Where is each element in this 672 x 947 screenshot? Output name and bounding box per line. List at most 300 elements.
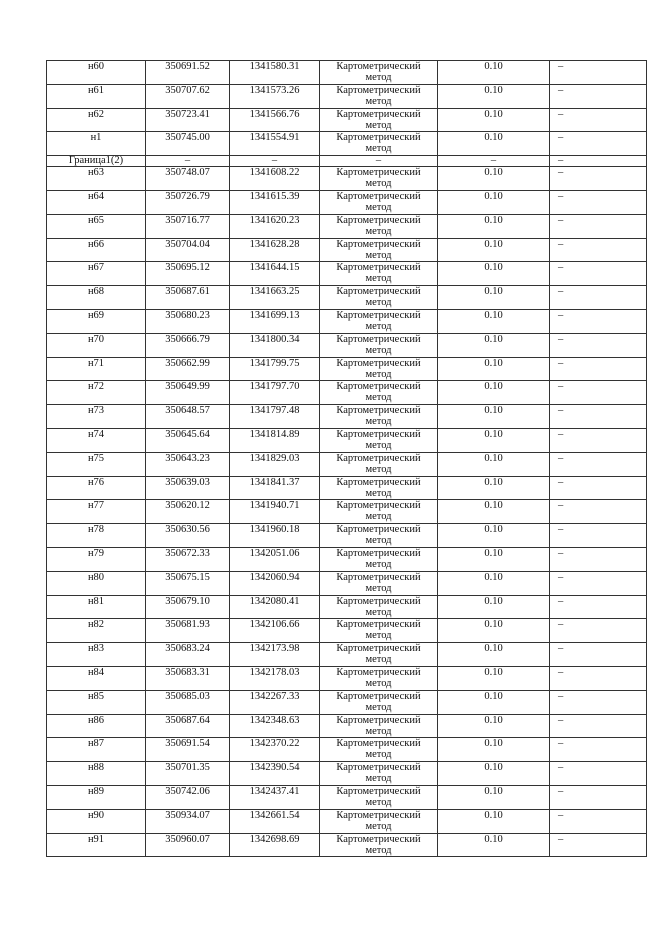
note-cell: –: [550, 309, 647, 333]
y-coordinate-cell: 1341566.76: [230, 108, 320, 132]
accuracy-cell: 0.10: [438, 547, 550, 571]
y-coordinate-cell: 1341841.37: [230, 476, 320, 500]
table-row: [47, 785, 647, 809]
note-cell: –: [550, 428, 647, 452]
method-cell: [320, 156, 438, 167]
note-cell: –: [550, 714, 647, 738]
y-coordinate-cell: 1341800.34: [230, 333, 320, 357]
method-cell: [320, 762, 438, 786]
accuracy-cell: 0.10: [438, 452, 550, 476]
method-line: метод: [365, 297, 392, 309]
x-coordinate-cell: 350680.23: [146, 309, 230, 333]
accuracy-cell: 0.10: [438, 809, 550, 833]
x-coordinate-cell: 350687.61: [146, 286, 230, 310]
y-coordinate-cell: 1341615.39: [230, 190, 320, 214]
x-coordinate-cell: 350675.15: [146, 571, 230, 595]
method-line: метод: [365, 844, 392, 856]
method-line: Картометрический: [336, 762, 421, 774]
y-coordinate-cell: 1342051.06: [230, 547, 320, 571]
note-cell: –: [550, 262, 647, 286]
accuracy-cell: 0.10: [438, 666, 550, 690]
note-cell: –: [550, 333, 647, 357]
y-coordinate-cell: 1341960.18: [230, 524, 320, 548]
note-cell: –: [550, 286, 647, 310]
x-coordinate-cell: 350934.07: [146, 809, 230, 833]
accuracy-cell: 0.10: [438, 643, 550, 667]
table-row: [47, 690, 647, 714]
y-coordinate-cell: 1342080.41: [230, 595, 320, 619]
table-row: [47, 108, 647, 132]
x-coordinate-cell: 350649.99: [146, 381, 230, 405]
table-row: [47, 762, 647, 786]
point-name-cell: н78: [47, 524, 146, 548]
x-coordinate-cell: 350681.93: [146, 619, 230, 643]
table-row: [47, 214, 647, 238]
accuracy-cell: 0.10: [438, 214, 550, 238]
note-cell: –: [550, 595, 647, 619]
y-coordinate-cell: 1342390.54: [230, 762, 320, 786]
x-coordinate-cell: 350683.31: [146, 666, 230, 690]
x-coordinate-cell: 350691.54: [146, 738, 230, 762]
method-cell: [320, 833, 438, 857]
table-row: [47, 619, 647, 643]
method-line: метод: [365, 796, 392, 808]
coordinates-table-body: [47, 61, 647, 857]
method-line: метод: [365, 701, 392, 713]
document-page: [46, 60, 646, 857]
method-line: метод: [365, 463, 392, 475]
method-line: Картометрический: [336, 643, 421, 655]
table-row: [47, 595, 647, 619]
note-cell: –: [550, 500, 647, 524]
method-line: метод: [365, 368, 392, 380]
method-line: метод: [365, 511, 392, 523]
method-line: метод: [365, 119, 392, 131]
x-coordinate-cell: 350662.99: [146, 357, 230, 381]
accuracy-cell: 0.10: [438, 167, 550, 191]
point-name-cell: н91: [47, 833, 146, 857]
method-cell: [320, 108, 438, 132]
y-coordinate-cell: 1341554.91: [230, 132, 320, 156]
point-name-cell: Граница1(2): [47, 156, 146, 167]
x-coordinate-cell: 350742.06: [146, 785, 230, 809]
note-cell: –: [550, 476, 647, 500]
method-line: Картометрический: [336, 428, 421, 440]
method-line: Картометрический: [336, 524, 421, 536]
method-line: Картометрический: [336, 357, 421, 369]
table-row: [47, 547, 647, 571]
table-row: [47, 476, 647, 500]
method-line: метод: [365, 582, 392, 594]
y-coordinate-cell: 1341797.48: [230, 405, 320, 429]
point-name-cell: н72: [47, 381, 146, 405]
accuracy-cell: 0.10: [438, 428, 550, 452]
method-cell: [320, 452, 438, 476]
method-line: Картометрический: [336, 833, 421, 845]
y-coordinate-cell: 1341644.15: [230, 262, 320, 286]
accuracy-cell: 0.10: [438, 108, 550, 132]
method-line: –: [375, 155, 382, 167]
accuracy-cell: 0.10: [438, 357, 550, 381]
point-name-cell: н84: [47, 666, 146, 690]
note-cell: –: [550, 357, 647, 381]
accuracy-cell: 0.10: [438, 619, 550, 643]
point-name-cell: н63: [47, 167, 146, 191]
method-cell: [320, 738, 438, 762]
x-coordinate-cell: 350704.04: [146, 238, 230, 262]
x-coordinate-cell: 350701.35: [146, 762, 230, 786]
point-name-cell: н62: [47, 108, 146, 132]
method-line: метод: [365, 725, 392, 737]
table-row: [47, 238, 647, 262]
method-cell: [320, 571, 438, 595]
method-cell: [320, 476, 438, 500]
point-name-cell: н60: [47, 61, 146, 85]
accuracy-cell: 0.10: [438, 84, 550, 108]
y-coordinate-cell: 1342698.69: [230, 833, 320, 857]
note-cell: –: [550, 108, 647, 132]
point-name-cell: н79: [47, 547, 146, 571]
y-coordinate-cell: 1342370.22: [230, 738, 320, 762]
method-line: Картометрический: [336, 809, 421, 821]
method-line: Картометрический: [336, 190, 421, 202]
point-name-cell: н71: [47, 357, 146, 381]
table-row: [47, 643, 647, 667]
method-line: Картометрический: [336, 108, 421, 120]
accuracy-cell: 0.10: [438, 309, 550, 333]
accuracy-cell: 0.10: [438, 571, 550, 595]
note-cell: –: [550, 238, 647, 262]
note-cell: –: [550, 690, 647, 714]
point-name-cell: н89: [47, 785, 146, 809]
method-cell: [320, 785, 438, 809]
table-row: [47, 84, 647, 108]
x-coordinate-cell: 350723.41: [146, 108, 230, 132]
y-coordinate-cell: 1341940.71: [230, 500, 320, 524]
note-cell: –: [550, 619, 647, 643]
y-coordinate-cell: 1342348.63: [230, 714, 320, 738]
method-cell: [320, 619, 438, 643]
method-line: Картометрический: [336, 690, 421, 702]
point-name-cell: н73: [47, 405, 146, 429]
method-line: Картометрический: [336, 738, 421, 750]
method-line: Картометрический: [336, 84, 421, 96]
method-line: Картометрический: [336, 476, 421, 488]
method-cell: [320, 547, 438, 571]
y-coordinate-cell: 1342267.33: [230, 690, 320, 714]
y-coordinate-cell: 1342060.94: [230, 571, 320, 595]
accuracy-cell: 0.10: [438, 738, 550, 762]
method-line: Картометрический: [336, 286, 421, 298]
table-row: [47, 524, 647, 548]
point-name-cell: н86: [47, 714, 146, 738]
y-coordinate-cell: 1342437.41: [230, 785, 320, 809]
table-row: [47, 262, 647, 286]
y-coordinate-cell: 1342106.66: [230, 619, 320, 643]
note-cell: –: [550, 190, 647, 214]
note-cell: –: [550, 524, 647, 548]
note-cell: –: [550, 666, 647, 690]
note-cell: –: [550, 405, 647, 429]
method-line: метод: [365, 677, 392, 689]
method-cell: [320, 714, 438, 738]
accuracy-cell: 0.10: [438, 286, 550, 310]
method-line: метод: [365, 320, 392, 332]
method-line: метод: [365, 773, 392, 785]
method-line: метод: [365, 225, 392, 237]
method-line: метод: [365, 749, 392, 761]
point-name-cell: н76: [47, 476, 146, 500]
method-line: Картометрический: [336, 333, 421, 345]
accuracy-cell: 0.10: [438, 833, 550, 857]
method-line: Картометрический: [336, 500, 421, 512]
x-coordinate-cell: –: [146, 156, 230, 167]
method-line: метод: [365, 201, 392, 213]
point-name-cell: н75: [47, 452, 146, 476]
y-coordinate-cell: 1341608.22: [230, 167, 320, 191]
y-coordinate-cell: 1342173.98: [230, 643, 320, 667]
table-row: [47, 452, 647, 476]
method-cell: [320, 809, 438, 833]
x-coordinate-cell: 350685.03: [146, 690, 230, 714]
y-coordinate-cell: 1341829.03: [230, 452, 320, 476]
x-coordinate-cell: 350648.57: [146, 405, 230, 429]
method-line: Картометрический: [336, 595, 421, 607]
note-cell: –: [550, 381, 647, 405]
x-coordinate-cell: 350639.03: [146, 476, 230, 500]
note-cell: –: [550, 452, 647, 476]
method-line: Картометрический: [336, 214, 421, 226]
method-cell: [320, 500, 438, 524]
x-coordinate-cell: 350683.24: [146, 643, 230, 667]
method-line: метод: [365, 487, 392, 499]
method-line: метод: [365, 72, 392, 83]
y-coordinate-cell: 1341799.75: [230, 357, 320, 381]
method-line: метод: [365, 630, 392, 642]
point-name-cell: н81: [47, 595, 146, 619]
method-line: метод: [365, 820, 392, 832]
accuracy-cell: 0.10: [438, 714, 550, 738]
method-line: Картометрический: [336, 262, 421, 274]
x-coordinate-cell: 350726.79: [146, 190, 230, 214]
accuracy-cell: 0.10: [438, 61, 550, 85]
table-row: [47, 833, 647, 857]
method-line: Картометрический: [336, 547, 421, 559]
table-row: [47, 132, 647, 156]
y-coordinate-cell: 1341797.70: [230, 381, 320, 405]
point-name-cell: н80: [47, 571, 146, 595]
method-line: метод: [365, 273, 392, 285]
method-line: метод: [365, 558, 392, 570]
point-name-cell: н1: [47, 132, 146, 156]
method-cell: [320, 643, 438, 667]
point-name-cell: н65: [47, 214, 146, 238]
x-coordinate-cell: 350748.07: [146, 167, 230, 191]
method-cell: [320, 357, 438, 381]
y-coordinate-cell: 1341663.25: [230, 286, 320, 310]
x-coordinate-cell: 350643.23: [146, 452, 230, 476]
x-coordinate-cell: 350672.33: [146, 547, 230, 571]
note-cell: –: [550, 167, 647, 191]
y-coordinate-cell: 1341580.31: [230, 61, 320, 85]
accuracy-cell: 0.10: [438, 190, 550, 214]
x-coordinate-cell: 350960.07: [146, 833, 230, 857]
point-name-cell: н77: [47, 500, 146, 524]
x-coordinate-cell: 350666.79: [146, 333, 230, 357]
method-line: Картометрический: [336, 619, 421, 631]
table-row: [47, 428, 647, 452]
accuracy-cell: 0.10: [438, 132, 550, 156]
accuracy-cell: 0.10: [438, 762, 550, 786]
y-coordinate-cell: –: [230, 156, 320, 167]
table-row: [47, 405, 647, 429]
method-cell: [320, 61, 438, 85]
x-coordinate-cell: 350707.62: [146, 84, 230, 108]
y-coordinate-cell: 1341573.26: [230, 84, 320, 108]
point-name-cell: н90: [47, 809, 146, 833]
method-cell: [320, 132, 438, 156]
note-cell: –: [550, 547, 647, 571]
method-cell: [320, 309, 438, 333]
accuracy-cell: 0.10: [438, 690, 550, 714]
table-row: [47, 714, 647, 738]
method-line: метод: [365, 143, 392, 155]
accuracy-cell: 0.10: [438, 476, 550, 500]
accuracy-cell: 0.10: [438, 785, 550, 809]
method-line: Картометрический: [336, 381, 421, 393]
x-coordinate-cell: 350630.56: [146, 524, 230, 548]
accuracy-cell: 0.10: [438, 238, 550, 262]
y-coordinate-cell: 1341814.89: [230, 428, 320, 452]
x-coordinate-cell: 350695.12: [146, 262, 230, 286]
point-name-cell: н69: [47, 309, 146, 333]
method-cell: [320, 238, 438, 262]
accuracy-cell: 0.10: [438, 500, 550, 524]
method-line: Картометрический: [336, 714, 421, 726]
table-row: [47, 500, 647, 524]
method-line: метод: [365, 654, 392, 666]
method-line: метод: [365, 535, 392, 547]
method-cell: [320, 595, 438, 619]
x-coordinate-cell: 350687.64: [146, 714, 230, 738]
table-row: [47, 809, 647, 833]
y-coordinate-cell: 1341699.13: [230, 309, 320, 333]
point-name-cell: н70: [47, 333, 146, 357]
point-name-cell: н61: [47, 84, 146, 108]
table-row: [47, 286, 647, 310]
y-coordinate-cell: 1341620.23: [230, 214, 320, 238]
method-line: метод: [365, 344, 392, 356]
method-line: Картометрический: [336, 61, 421, 72]
x-coordinate-cell: 350645.64: [146, 428, 230, 452]
point-name-cell: н74: [47, 428, 146, 452]
note-cell: –: [550, 156, 647, 167]
table-row: [47, 167, 647, 191]
note-cell: –: [550, 809, 647, 833]
method-line: Картометрический: [336, 405, 421, 417]
method-line: Картометрический: [336, 571, 421, 583]
note-cell: –: [550, 643, 647, 667]
method-line: Картометрический: [336, 785, 421, 797]
point-name-cell: н64: [47, 190, 146, 214]
point-name-cell: н68: [47, 286, 146, 310]
method-cell: [320, 405, 438, 429]
accuracy-cell: 0.10: [438, 262, 550, 286]
point-name-cell: н88: [47, 762, 146, 786]
note-cell: –: [550, 762, 647, 786]
note-cell: –: [550, 785, 647, 809]
method-line: метод: [365, 178, 392, 190]
accuracy-cell: 0.10: [438, 524, 550, 548]
x-coordinate-cell: 350679.10: [146, 595, 230, 619]
method-line: метод: [365, 249, 392, 261]
method-cell: [320, 167, 438, 191]
y-coordinate-cell: 1342661.54: [230, 809, 320, 833]
point-name-cell: н83: [47, 643, 146, 667]
coordinates-table: [46, 60, 647, 857]
note-cell: –: [550, 84, 647, 108]
method-cell: [320, 262, 438, 286]
method-line: метод: [365, 95, 392, 107]
x-coordinate-cell: 350620.12: [146, 500, 230, 524]
method-line: метод: [365, 439, 392, 451]
point-name-cell: н85: [47, 690, 146, 714]
table-row: [47, 738, 647, 762]
point-name-cell: н87: [47, 738, 146, 762]
method-line: метод: [365, 416, 392, 428]
table-row: [47, 357, 647, 381]
method-line: Картометрический: [336, 666, 421, 678]
note-cell: –: [550, 61, 647, 85]
accuracy-cell: 0.10: [438, 381, 550, 405]
method-cell: [320, 690, 438, 714]
note-cell: –: [550, 833, 647, 857]
point-name-cell: н66: [47, 238, 146, 262]
table-row: [47, 333, 647, 357]
table-row: [47, 571, 647, 595]
method-line: Картометрический: [336, 309, 421, 321]
accuracy-cell: 0.10: [438, 405, 550, 429]
table-row: [47, 381, 647, 405]
method-cell: [320, 190, 438, 214]
table-row: [47, 61, 647, 85]
accuracy-cell: 0.10: [438, 595, 550, 619]
note-cell: –: [550, 132, 647, 156]
point-name-cell: н67: [47, 262, 146, 286]
method-cell: [320, 666, 438, 690]
method-line: метод: [365, 392, 392, 404]
method-line: Картометрический: [336, 132, 421, 144]
method-cell: [320, 428, 438, 452]
note-cell: –: [550, 214, 647, 238]
method-line: Картометрический: [336, 167, 421, 179]
table-row: [47, 309, 647, 333]
x-coordinate-cell: 350691.52: [146, 61, 230, 85]
x-coordinate-cell: 350716.77: [146, 214, 230, 238]
boundary-row: [47, 156, 647, 167]
point-name-cell: н82: [47, 619, 146, 643]
note-cell: –: [550, 571, 647, 595]
note-cell: –: [550, 738, 647, 762]
method-cell: [320, 333, 438, 357]
method-line: Картометрический: [336, 452, 421, 464]
method-cell: [320, 84, 438, 108]
method-line: Картометрический: [336, 238, 421, 250]
method-line: метод: [365, 606, 392, 618]
table-row: [47, 666, 647, 690]
method-cell: [320, 381, 438, 405]
y-coordinate-cell: 1342178.03: [230, 666, 320, 690]
